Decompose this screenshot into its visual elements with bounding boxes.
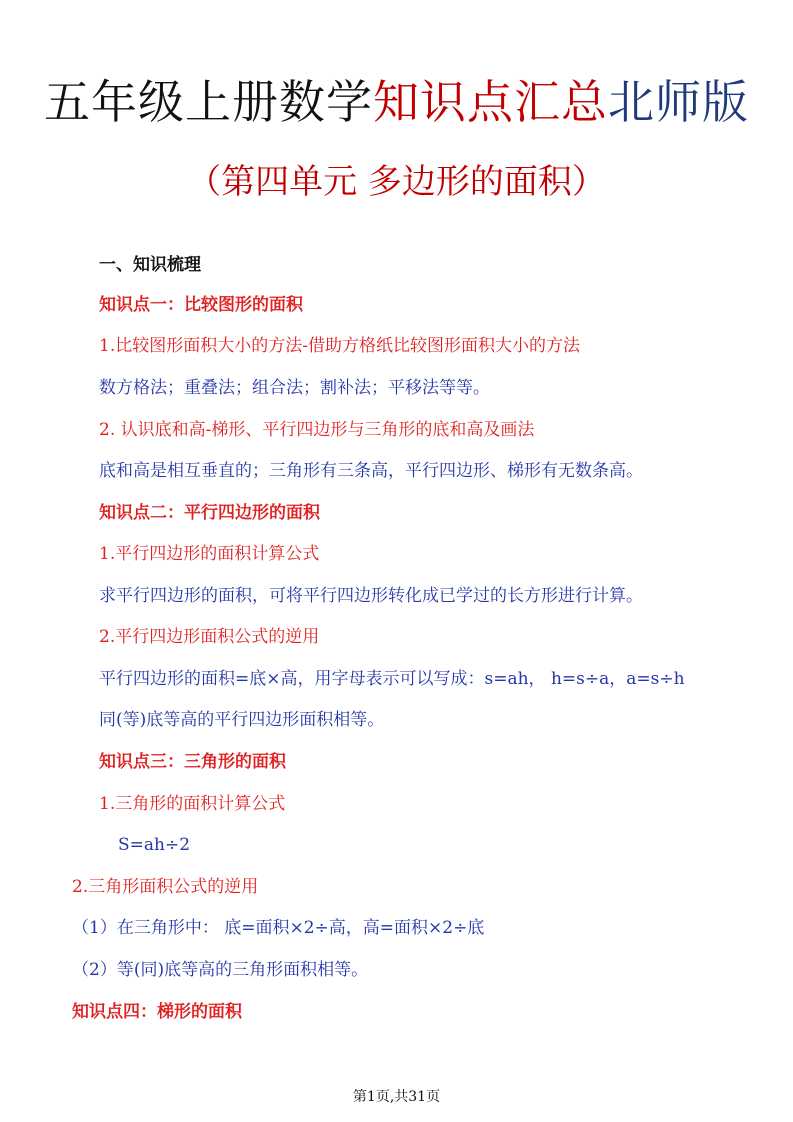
knowledge-point-2-heading: 知识点二：平行四边形的面积	[99, 503, 320, 523]
kp2-formula: 平行四边形的面积=底×高，用字母表示可以写成：s=ah， h=s÷a，a=s÷h	[99, 669, 685, 689]
title-part-grade: 五年级上册数学	[44, 75, 373, 129]
kp3-item-2-rule-2: （2）等(同)底等高的三角形面积相等。	[72, 960, 369, 980]
kp2-item-1: 1.平行四边形的面积计算公式	[99, 544, 320, 564]
kp2-item-1-text: 求平行四边形的面积，可将平行四边形转化成已学过的长方形进行计算。	[99, 586, 643, 606]
knowledge-point-4-heading: 知识点四：梯形的面积	[72, 1002, 242, 1022]
kp1-item-2: 2. 认识底和高-梯形、平行四边形与三角形的底和高及画法	[99, 420, 535, 440]
title-part-edition: 北师版	[608, 75, 749, 129]
document-title	[0, 72, 793, 132]
kp1-item-1: 1.比较图形面积大小的方法-借助方格纸比较图形面积大小的方法	[99, 336, 580, 356]
kp3-item-2: 2.三角形面积公式的逆用	[72, 877, 259, 897]
kp3-formula: S=ah÷2	[118, 835, 191, 855]
knowledge-point-1-heading: 知识点一：比较图形的面积	[99, 295, 303, 315]
kp1-item-2-text: 底和高是相互垂直的；三角形有三条高，平行四边形、梯形有无数条高。	[99, 461, 643, 481]
kp2-item-2-text: 同(等)底等高的平行四边形面积相等。	[99, 710, 385, 730]
section-heading: 一、知识梳理	[99, 255, 201, 275]
kp2-item-2: 2.平行四边形面积公式的逆用	[99, 627, 320, 647]
title-part-summary: 知识点汇总	[373, 75, 608, 129]
knowledge-point-3-heading: 知识点三：三角形的面积	[99, 752, 286, 772]
unit-subtitle: （第四单元 多边形的面积）	[187, 162, 606, 202]
kp1-item-1-text: 数方格法；重叠法；组合法；割补法；平移法等等。	[99, 378, 490, 398]
kp3-item-1: 1.三角形的面积计算公式	[99, 794, 286, 814]
kp3-item-2-rule-1: （1）在三角形中： 底=面积×2÷高，高=面积×2÷底	[72, 918, 485, 938]
page-number: 第1页,共31页	[352, 1089, 441, 1105]
